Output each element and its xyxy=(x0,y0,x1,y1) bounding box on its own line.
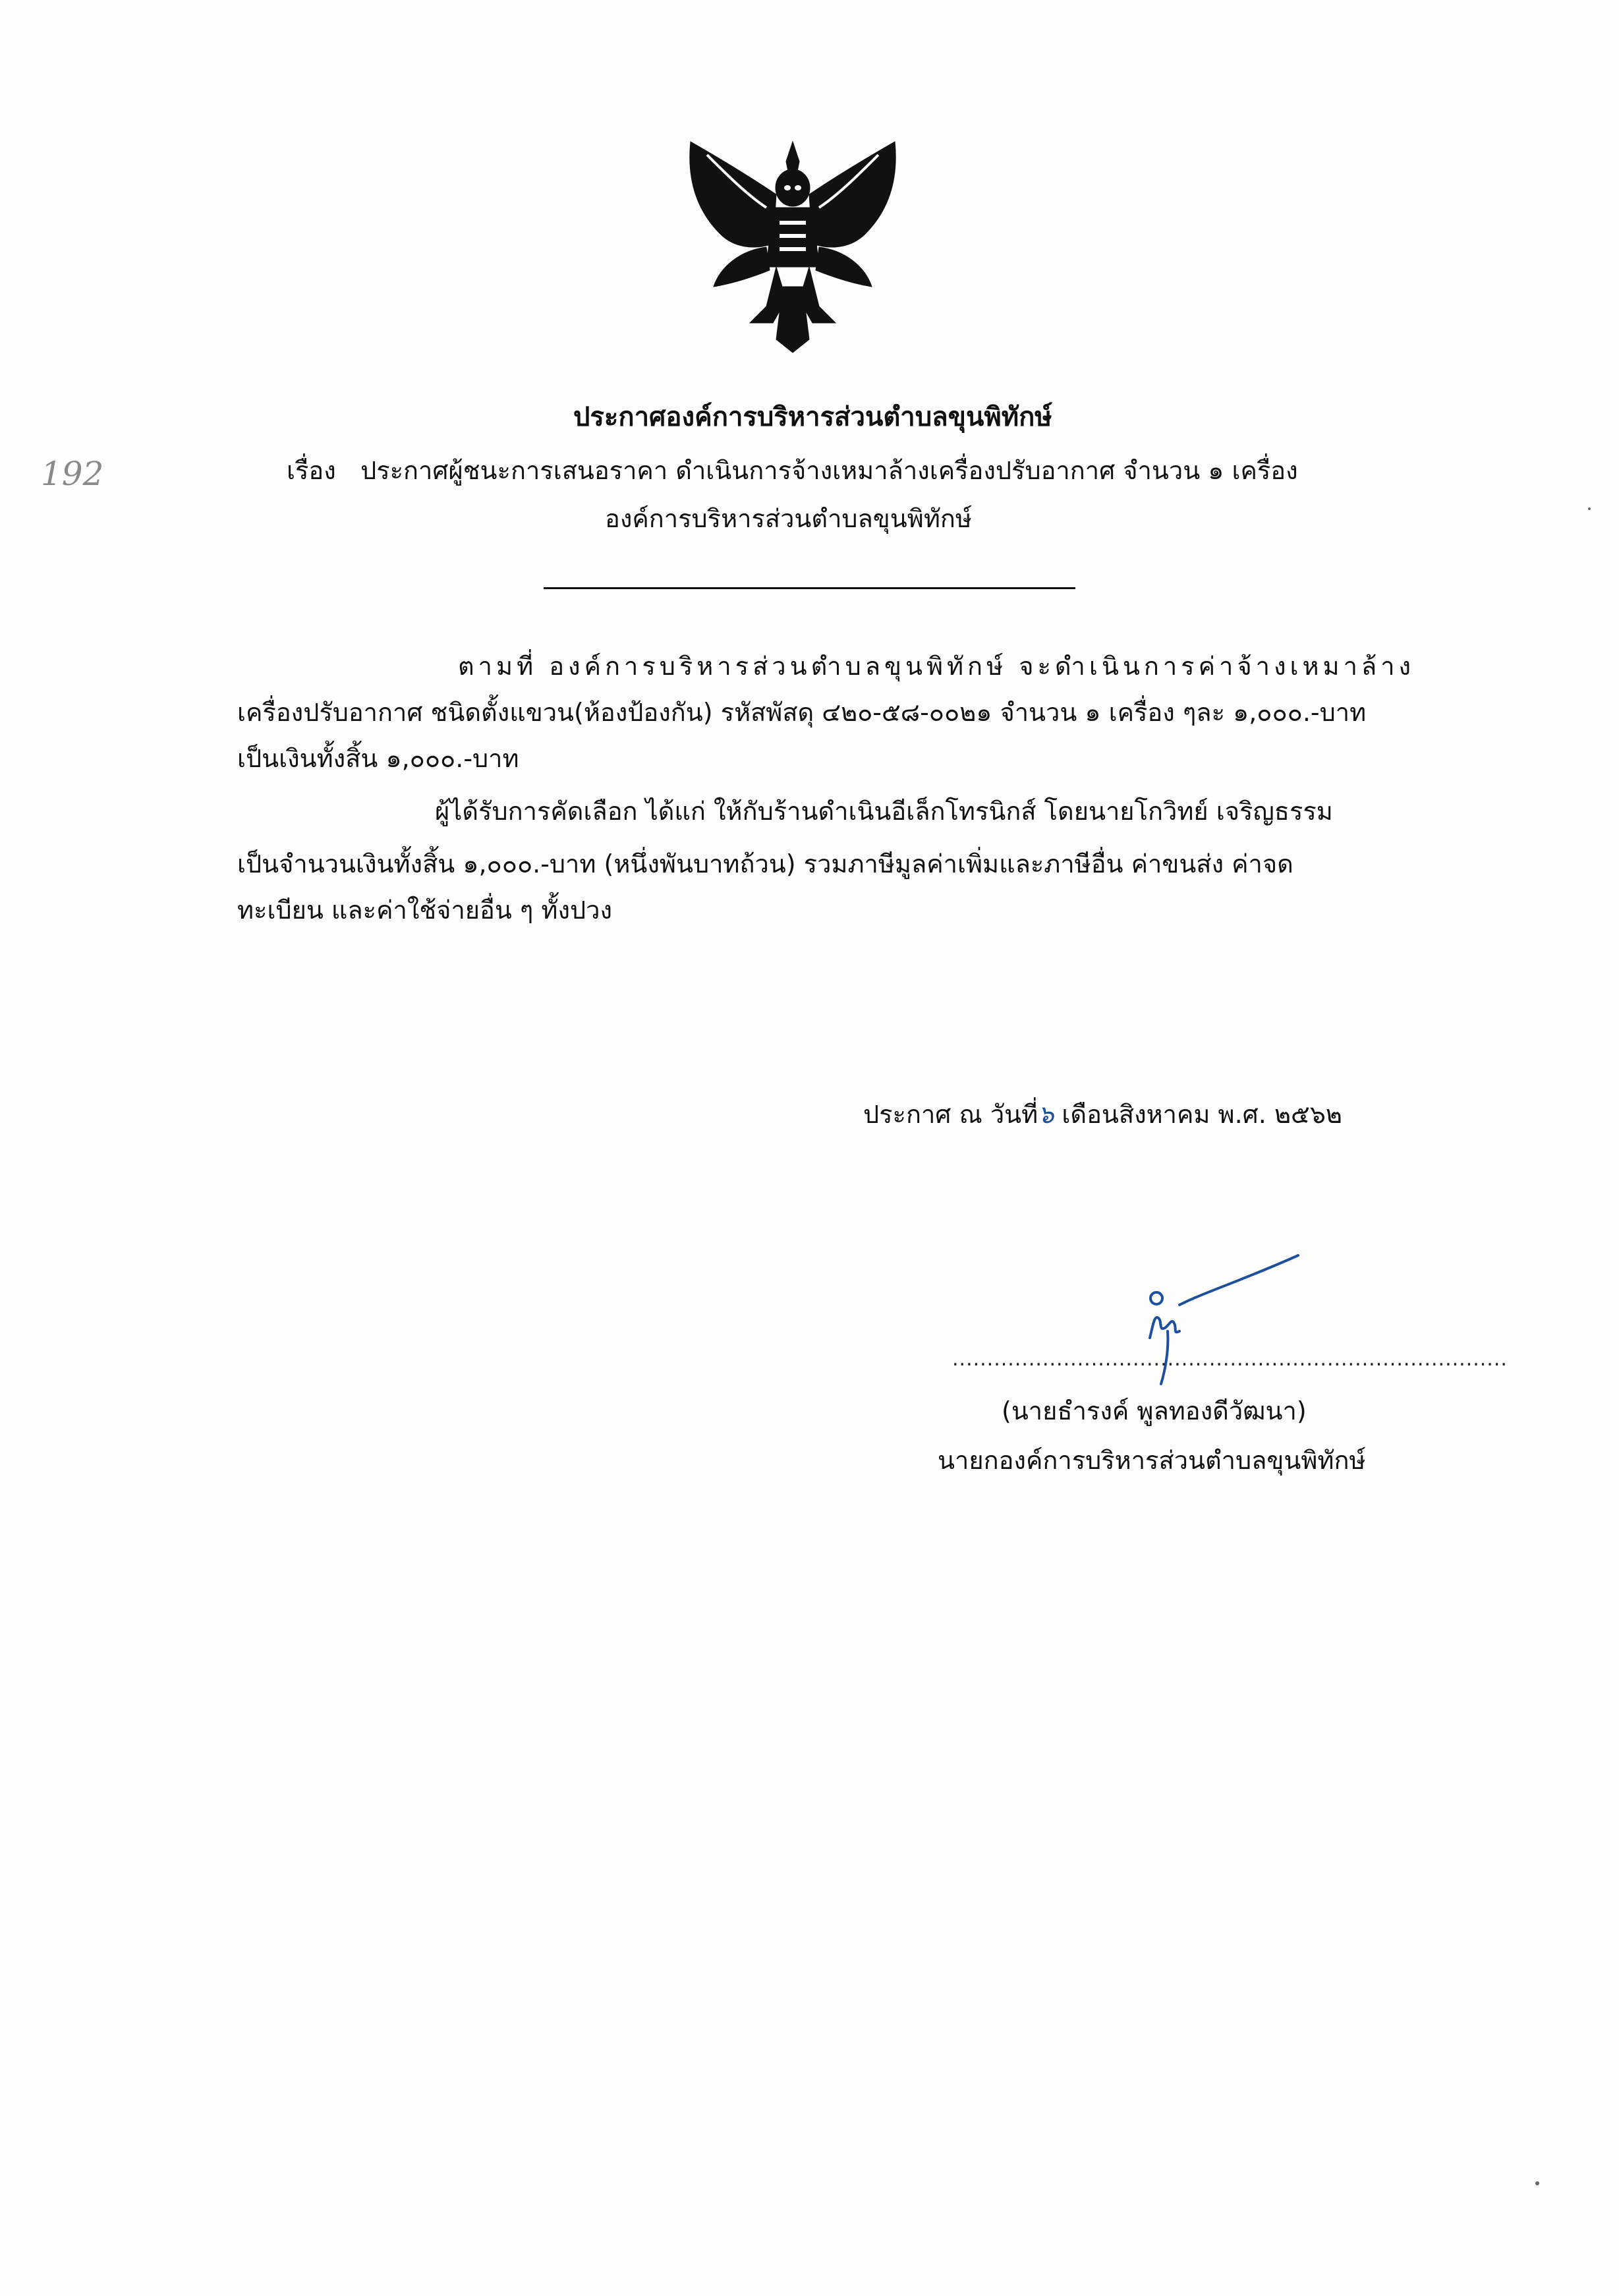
handwritten-page-number: 192 xyxy=(41,455,104,493)
paragraph-1-line-2: เครื่องปรับอากาศ ชนิดตั้งแขวน(ห้องป้องกัน) รหัสพัสดุ ๔๒๐-๕๘-๐๐๒๑ จำนวน ๑ เครื่อง ๆละ ๑,๐๐๐.-บาท xyxy=(237,698,1367,727)
subject-line-2: องค์การบริหารส่วนตำบลขุนพิทักษ์ xyxy=(605,504,972,533)
paragraph-1-line-1: ตามที่ องค์การบริหารส่วนตำบลขุนพิทักษ์ จะดำเนินการค่าจ้างเหมาล้าง xyxy=(458,652,1415,681)
scan-speck xyxy=(1588,507,1591,510)
subject-label: เรื่อง xyxy=(287,456,336,485)
announcement-date xyxy=(863,1094,1342,1134)
signature-line: ................................................................................ xyxy=(952,1348,1508,1371)
document-title: ประกาศองค์การบริหารส่วนตำบลขุนพิทักษ์ xyxy=(573,402,1052,432)
signer-position: นายกองค์การบริหารส่วนตำบลขุนพิทักษ์ xyxy=(938,1446,1366,1475)
announcement-day: ๖ xyxy=(1038,1100,1054,1129)
announcement-prefix: ประกาศ ณ วันที่ xyxy=(863,1100,1038,1129)
garuda-emblem-icon xyxy=(667,135,918,359)
announcement-suffix: เดือนสิงหาคม พ.ศ. ๒๕๖๒ xyxy=(1062,1100,1342,1129)
subject-line xyxy=(287,450,1298,490)
paragraph-2-line-2: เป็นจำนวนเงินทั้งสิ้น ๑,๐๐๐.-บาท (หนึ่งพันบาทถ้วน) รวมภาษีมูลค่าเพิ่มและภาษีอื่น ค่าขนส่ง ค่าจด xyxy=(237,849,1293,878)
paragraph-2-line-3: ทะเบียน และค่าใช้จ่ายอื่น ๆ ทั้งปวง xyxy=(237,896,613,925)
paragraph-1-line-3: เป็นเงินทั้งสิ้น ๑,๐๐๐.-บาท xyxy=(237,744,519,773)
subject-text: ประกาศผู้ชนะการเสนอราคา ดำเนินการจ้างเหมาล้างเครื่องปรับอากาศ จำนวน ๑ เครื่อง xyxy=(360,456,1298,485)
scan-speck xyxy=(1535,2181,1539,2185)
signer-name: (นายธำรงค์ พูลทองดีวัฒนา) xyxy=(1002,1396,1307,1425)
paragraph-2-line-1: ผู้ได้รับการคัดเลือก ได้แก่ ให้กับร้านดำเนินอีเล็กโทรนิกส์ โดยนายโกวิทย์ เจริญธรรม xyxy=(435,797,1333,826)
title-divider xyxy=(544,587,1075,589)
handwritten-signature xyxy=(1081,1239,1305,1397)
